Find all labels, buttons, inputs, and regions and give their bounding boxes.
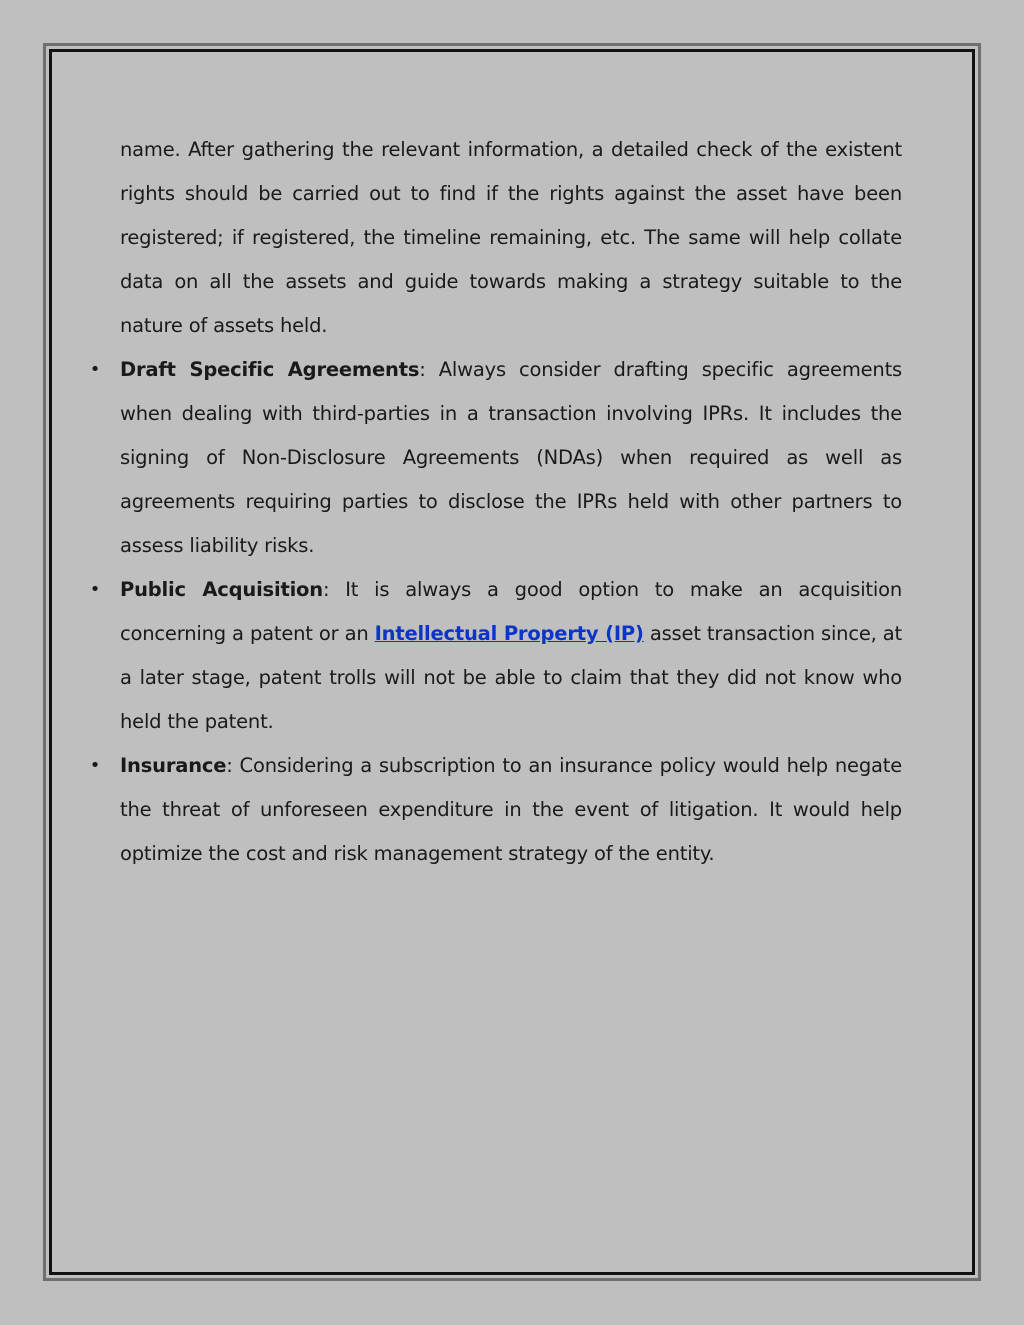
- intro-paragraph: name. After gathering the relevant information, a detailed check of the existent rights should be carried out to find if the rights against the asset have been registered; if registered, the timeline remaining, etc. The same will help collate data on all the assets and guide towards making a strategy suitable to the nature of assets held.: [120, 138, 902, 337]
- bullet-item-insurance: [89, 744, 902, 876]
- bullet-term: Public Acquisition: [120, 578, 323, 601]
- bullet-text: Always consider drafting specific agreements when dealing with third-parties in a transaction involving IPRs. It includes the signing of Non-Disclosure Agreements (NDAs) when required as well as agreements requiring parties to disclose the IPRs held with other partners to assess liability risks.: [120, 358, 902, 557]
- bullet-separator: :: [226, 754, 233, 777]
- bullet-term: Insurance: [120, 754, 227, 777]
- bullet-dot-icon: •: [89, 579, 101, 600]
- bullet-term: Draft Specific Agreements: [120, 358, 420, 381]
- intellectual-property-link[interactable]: Intellectual Property (IP): [374, 622, 644, 645]
- bullet-separator: :: [322, 578, 330, 601]
- bullet-separator: :: [419, 358, 426, 381]
- document-body: [89, 128, 902, 876]
- bullet-dot-icon: •: [89, 755, 101, 776]
- bullet-dot-icon: •: [89, 359, 101, 380]
- bullet-item-public-acquisition: [89, 568, 902, 744]
- bullet-text: Considering a subscription to an insurance policy would help negate the threat of unforeseen expenditure in the event of litigation. It would help optimize the cost and risk management strategy of the entity.: [120, 754, 902, 865]
- bullet-item-draft-specific-agreements: [89, 348, 902, 568]
- bullet-text-after-link: asset transaction since, at a later stage, patent trolls will not be able to claim that they did not know who held the patent.: [120, 622, 902, 733]
- bullet-text-before-link: It is always a good option to make an acquisition concerning a patent or an: [120, 578, 902, 645]
